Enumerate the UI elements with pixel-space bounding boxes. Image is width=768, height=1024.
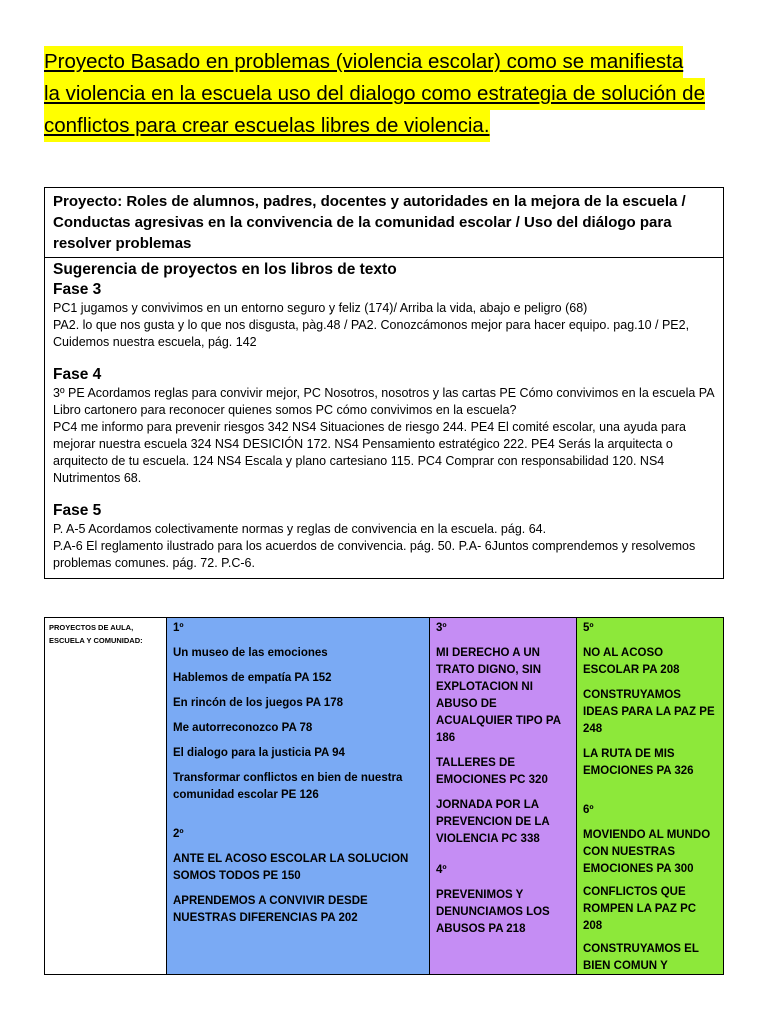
phase-5-line-2: P.A-6 El reglamento ilustrado para los acuerdos de convivencia. pág. 50. P.A- 6Juntos comprendemos y resolvemos problemas comunes. pág. 72. P.C-6.	[53, 539, 696, 570]
grade-1-item: Transformar conflictos en bien de nuestra comunidad escolar PE 126	[173, 772, 403, 801]
grade-5-item: NO AL ACOSO ESCOLAR PA 208	[583, 647, 680, 676]
title-line-3: conflictos para crear escuelas libres de violencia.	[44, 110, 490, 142]
grade-3-label: 3º	[436, 622, 447, 634]
grade-3-4-cell	[430, 618, 577, 974]
project-box	[44, 187, 724, 579]
grade-1-label: 1º	[173, 622, 184, 634]
grade-2-item: ANTE EL ACOSO ESCOLAR LA SOLUCION SOMOS TODOS PE 150	[173, 853, 409, 882]
grade-1-item: Me autorreconozco PA 78	[173, 722, 313, 734]
grade-3-item: MI DERECHO A UN TRATO DIGNO, SIN EXPLOTACION NI ABUSO DE ACUALQUIER TIPO PA 186	[436, 647, 561, 744]
phase-3-line-2: PA2. lo que nos gusta y lo que nos disgusta, pàg.48 / PA2. Conozcámonos mejor para hacer equipo. pag.10 / PE2, Cuidemos nuestra escuela, pág. 142	[53, 318, 690, 349]
grade-2-item: APRENDEMOS A CONVIVIR DESDE NUESTRAS DIFERENCIAS PA 202	[173, 895, 368, 924]
grade-2-label: 2º	[173, 828, 184, 840]
grade-3-item: JORNADA POR LA PREVENCION DE LA VIOLENCIA PC 338	[436, 799, 550, 845]
grade-5-6-cell	[577, 618, 723, 974]
project-subheading: Sugerencia de proyectos en los libros de texto	[53, 261, 397, 278]
project-heading: Proyecto: Roles de alumnos, padres, docentes y autoridades en la mejora de la escuela / Conductas agresivas en la convivencia de la comunidad escolar / Uso del diálogo para resolver problemas	[45, 188, 723, 258]
grade-6-item: MOVIENDO AL MUNDO CON NUESTRAS EMOCIONES PA 300	[583, 829, 711, 875]
grade-6-item: CONFLICTOS QUE ROMPEN LA PAZ PC 208	[583, 886, 697, 932]
grade-5-item: LA RUTA DE MIS EMOCIONES PA 326	[583, 748, 694, 777]
grade-5-item: CONSTRUYAMOS IDEAS PARA LA PAZ PE 248	[583, 689, 715, 735]
title-line-2: la violencia en la escuela uso del dialogo como estrategia de solución de	[44, 78, 705, 110]
grade-1-item: Hablemos de empatía PA 152	[173, 672, 332, 684]
project-body	[45, 258, 723, 578]
phase-3-line-1: PC1 jugamos y convivimos en un entorno seguro y feliz (174)/ Arriba la vida, abajo e peligro (68)	[53, 301, 588, 315]
phase-4-line-1: 3º PE Acordamos reglas para convivir mejor, PC Nosotros, nosotros y las cartas PE Cómo convivimos en la escuela PA Libro cartonero para reconocer quienes somos PC cómo convivimos en la escuela?	[53, 386, 714, 417]
phase-4-line-2: PC4 me informo para prevenir riesgos 342 NS4 Situaciones de riesgo 244. PE4 El comité escolar, una ayuda para mejorar nuestra escuela 324 NS4 DESICIÓN 172. NS4 Pensamiento estratégico 222. PE4 Serás la arquitecta o arquitecto de tu escuela. 124 NS4 Escala y plano cartesiano 115. PC4 Comprar con responsabilidad 120. NS4 Nutrimentos 68.	[53, 420, 686, 485]
projects-grid	[44, 617, 724, 975]
grade-1-item: Un museo de las emociones	[173, 647, 328, 659]
grid-header-label: PROYECTOS DE AULA, ESCUELA Y COMUNIDAD:	[49, 623, 143, 645]
phase-4-label: Fase 4	[53, 366, 102, 383]
document-title	[44, 46, 734, 142]
grade-4-item: PREVENIMOS Y DENUNCIAMOS LOS ABUSOS PA 218	[436, 889, 550, 935]
phase-3-label: Fase 3	[53, 281, 102, 298]
grade-3-item: TALLERES DE EMOCIONES PC 320	[436, 757, 548, 786]
grade-1-item: El dialogo para la justicia PA 94	[173, 747, 345, 759]
grid-header-cell	[45, 618, 167, 974]
title-line-1: Proyecto Basado en problemas (violencia escolar) como se manifiesta	[44, 46, 683, 78]
grade-6-label: 6º	[583, 804, 594, 816]
phase-5-label: Fase 5	[53, 502, 102, 519]
grade-6-item: CONSTRUYAMOS EL BIEN COMUN Y	[583, 943, 699, 972]
grade-5-label: 5º	[583, 622, 594, 634]
grade-4-label: 4º	[436, 864, 447, 876]
phase-5-line-1: P. A-5 Acordamos colectivamente normas y reglas de convivencia en la escuela. pág. 64.	[53, 522, 547, 536]
grade-1-2-cell	[167, 618, 430, 974]
grade-1-item: En rincón de los juegos PA 178	[173, 697, 343, 709]
